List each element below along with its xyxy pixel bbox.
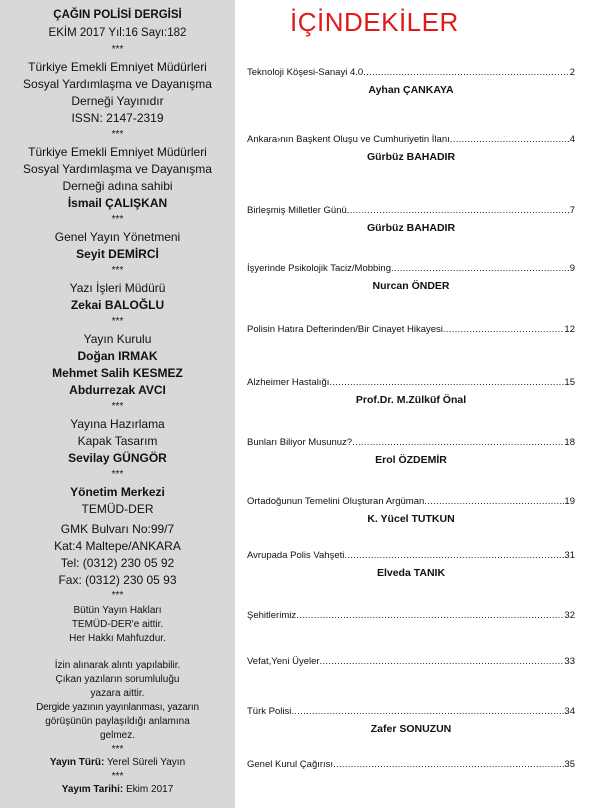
issn: ISSN: 2147-2319 (71, 111, 164, 125)
board-member: Abdurrezak AVCI (69, 383, 166, 397)
separator: *** (111, 44, 124, 55)
publication-date-label: Yayım Tarihi: (61, 784, 124, 795)
toc-entry[interactable] (247, 551, 575, 561)
designer-name: Sevilay GÜNGÖR (68, 451, 167, 465)
board-member: Mehmet Salih KESMEZ (52, 366, 183, 380)
toc-entry-title: Alzheimer Hastalığı (247, 377, 330, 388)
toc-leader-dots (391, 264, 570, 274)
toc-entry-title: Ankara›nın Başkent Oluşu ve Cumhuriyetin İlanı (247, 134, 450, 145)
publisher-line: Sosyal Yardımlaşma ve Dayanışma (23, 77, 212, 91)
cover-label: Kapak Tasarım (77, 434, 158, 448)
toc-entry-author: Ayhan ÇANKAYA (368, 84, 454, 96)
separator: *** (111, 214, 124, 225)
hq-label: Yönetim Merkezi (70, 485, 165, 499)
toc-entry[interactable] (247, 264, 575, 274)
publisher-line: Derneği Yayınıdır (71, 94, 164, 108)
toc-entry-title: Ortadoğunun Temelini Oluşturan Argüman (247, 496, 425, 507)
phone: Tel: (0312) 230 05 92 (60, 556, 175, 570)
toc-entry-author: Prof.Dr. M.Zülküf Önal (355, 394, 467, 406)
toc-title: İÇİNDEKİLER (290, 7, 459, 37)
toc-entry-page: 33 (564, 656, 575, 667)
separator: *** (111, 469, 124, 480)
separator: *** (111, 265, 124, 276)
toc-leader-dots (329, 378, 564, 388)
rights-line: Bütün Yayın Hakları (73, 605, 162, 616)
note-line: görüşünün paylaşıldığı anlamına (45, 716, 190, 727)
toc-leader-dots (443, 325, 565, 335)
toc-leader-dots (363, 68, 570, 78)
separator: *** (111, 316, 124, 327)
toc-entry-author: Elveda TANIK (376, 567, 446, 579)
toc-entry-title: Şehitlerimiz (247, 610, 297, 621)
toc-entry[interactable] (247, 611, 575, 621)
toc-row (247, 760, 575, 770)
owner-name: İsmail ÇALIŞKAN (67, 196, 168, 210)
toc-row (247, 497, 575, 507)
toc-entry-title: Bunları Biliyor Musunuz? (247, 437, 353, 448)
toc-entry[interactable] (247, 206, 575, 216)
magazine-name: ÇAĞIN POLİSİ DERGİSİ (53, 9, 182, 21)
toc-row (247, 707, 575, 717)
toc-entry-title: Türk Polisi (247, 706, 292, 717)
publication-type-label: Yayın Türü: (49, 757, 105, 768)
publication-type-value: Yerel Süreli Yayın (104, 757, 186, 768)
toc-entry-author: Gürbüz BAHADIR (366, 222, 456, 234)
toc-leader-dots (450, 135, 570, 145)
publication-date (0, 785, 235, 795)
publication-type (0, 758, 235, 768)
toc-entry[interactable] (247, 135, 575, 145)
toc-entry-author: Gürbüz BAHADIR (366, 151, 456, 163)
toc-leader-dots (320, 657, 565, 667)
toc-entry[interactable] (247, 760, 575, 770)
separator: *** (111, 590, 124, 601)
toc-row (247, 68, 575, 78)
toc-entry-page: 12 (564, 324, 575, 335)
toc-entry-title: Birleşmiş Milletler Günü (247, 205, 347, 216)
owner-line: Sosyal Yardımlaşma ve Dayanışma (23, 162, 212, 176)
toc-entry-page: 18 (564, 437, 575, 448)
note-line: Dergide yazının yayınlanması, yazarın (36, 702, 199, 713)
separator: *** (111, 401, 124, 412)
toc-leader-dots (333, 760, 564, 770)
toc-row (247, 378, 575, 388)
gpd-name: Seyit DEMİRCİ (76, 247, 159, 261)
toc-entry-page: 9 (569, 263, 575, 274)
address-line: GMK Bulvarı No:99/7 (60, 522, 175, 536)
toc-entry-title: Teknoloji Köşesi-Sanayi 4.0 (247, 67, 364, 78)
toc-leader-dots (424, 497, 564, 507)
toc-entry[interactable] (247, 68, 575, 78)
toc-entry-title: Genel Kurul Çağırısı (247, 759, 334, 770)
toc-entry[interactable] (247, 707, 575, 717)
separator: *** (111, 129, 124, 140)
toc-entry[interactable] (247, 325, 575, 335)
editor-label: Yazı İşleri Müdürü (69, 281, 166, 295)
toc-row (247, 611, 575, 621)
separator: *** (111, 744, 124, 755)
toc-row (247, 551, 575, 561)
editor-name: Zekai BALOĞLU (70, 298, 165, 312)
toc-leader-dots (344, 551, 564, 561)
rights-line: Her Hakkı Mahfuzdur. (69, 633, 166, 644)
toc-entry-page: 4 (569, 134, 575, 145)
toc-row (247, 135, 575, 145)
toc-entry-page: 19 (564, 496, 575, 507)
toc-entry-page: 15 (564, 377, 575, 388)
masthead-panel (0, 0, 235, 808)
toc-entry-page: 2 (569, 67, 575, 78)
issue-info: EKİM 2017 Yıl:16 Sayı:182 (48, 27, 187, 39)
note-line: yazara aittir. (90, 688, 145, 699)
toc-entry-author: Zafer SONUZUN (370, 723, 452, 735)
note-line: Çıkan yazıların sorumluluğu (55, 674, 180, 685)
toc-entry[interactable] (247, 657, 575, 667)
toc-leader-dots (352, 438, 564, 448)
toc-row (247, 325, 575, 335)
toc-entry-page: 34 (564, 706, 575, 717)
owner-line: Derneği adına sahibi (62, 179, 173, 193)
toc-entry-page: 31 (564, 550, 575, 561)
toc-row (247, 657, 575, 667)
toc-entry-author: Erol ÖZDEMİR (375, 454, 447, 466)
toc-entry[interactable] (247, 378, 575, 388)
toc-leader-dots (347, 206, 570, 216)
prep-label: Yayına Hazırlama (70, 417, 165, 431)
address-line: Kat:4 Maltepe/ANKARA (54, 539, 181, 553)
toc-entry-title: Polisin Hatıra Defterinden/Bir Cinayet Hikayesi (247, 324, 443, 335)
note-line: İzin alınarak alıntı yapılabilir. (54, 660, 181, 671)
toc-entry-title: Avrupada Polis Vahşeti (247, 550, 345, 561)
publisher-line: Türkiye Emekli Emniyet Müdürleri (28, 60, 207, 74)
gpd-label: Genel Yayın Yönetmeni (54, 230, 181, 244)
rights-line: TEMÜD-DER'e aittir. (71, 619, 164, 630)
toc-entry-author: K. Yücel TUTKUN (367, 513, 455, 525)
separator: *** (111, 771, 124, 782)
toc-entry-page: 7 (569, 205, 575, 216)
hq-name: TEMÜD-DER (81, 502, 154, 516)
fax: Fax: (0312) 230 05 93 (58, 573, 177, 587)
toc-row (247, 264, 575, 274)
note-line: gelmez. (99, 730, 135, 741)
toc-row (247, 438, 575, 448)
toc-entry-title: Vefat,Yeni Üyeler (247, 656, 320, 667)
toc-leader-dots (291, 707, 564, 717)
toc-entry-author: Nurcan ÖNDER (372, 280, 450, 292)
toc-entry-title: İşyerinde Psikolojik Taciz/Mobbing (247, 263, 391, 274)
board-member: Doğan IRMAK (77, 349, 158, 363)
board-label: Yayın Kurulu (83, 332, 152, 346)
owner-line: Türkiye Emekli Emniyet Müdürleri (28, 145, 207, 159)
toc-leader-dots (296, 611, 564, 621)
toc-entry[interactable] (247, 438, 575, 448)
toc-row (247, 206, 575, 216)
toc-entry[interactable] (247, 497, 575, 507)
publication-date-value: Ekim 2017 (123, 784, 174, 795)
toc-entry-page: 32 (564, 610, 575, 621)
toc-entry-page: 35 (564, 759, 575, 770)
